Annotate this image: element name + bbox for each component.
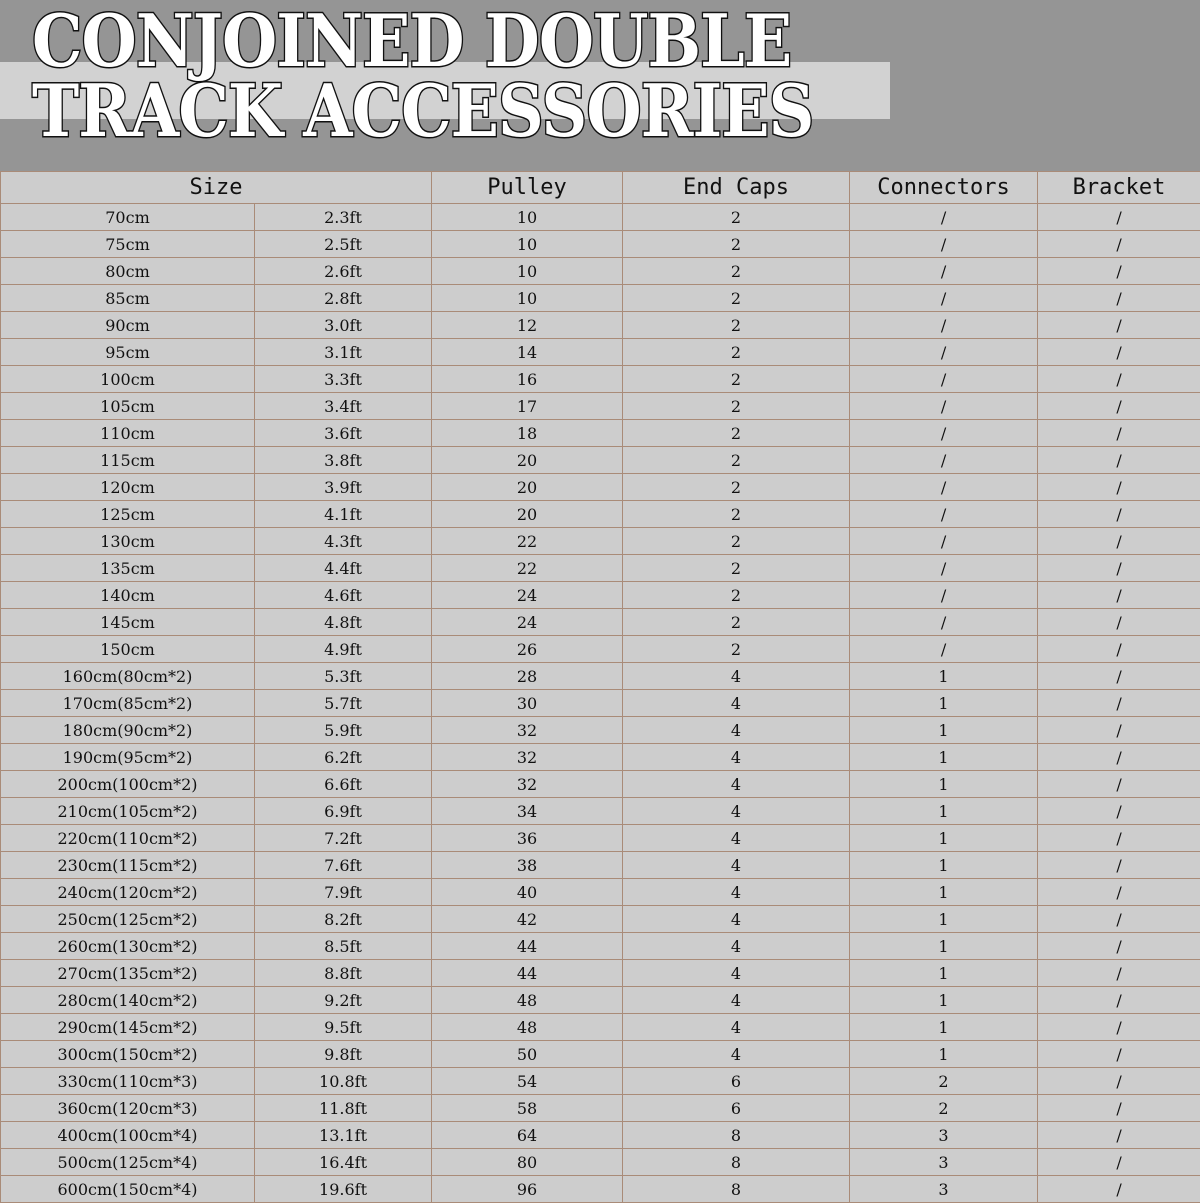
size-ft-cell: 3.9ft: [255, 474, 432, 501]
bracket-cell: /: [1038, 1041, 1200, 1068]
pulley-cell: 32: [432, 744, 623, 771]
size-ft-cell: 13.1ft: [255, 1122, 432, 1149]
size-ft-cell: 11.8ft: [255, 1095, 432, 1122]
end-caps-cell: 2: [623, 582, 850, 609]
end-caps-cell: 8: [623, 1149, 850, 1176]
connectors-cell: 1: [850, 1014, 1038, 1041]
bracket-cell: /: [1038, 555, 1200, 582]
table-row: [1, 690, 1200, 717]
bracket-cell: /: [1038, 204, 1200, 231]
size-cm-cell: 260cm(130cm*2): [1, 933, 255, 960]
size-cm-cell: 110cm: [1, 420, 255, 447]
table-row: [1, 960, 1200, 987]
table-row: [1, 852, 1200, 879]
size-ft-cell: 4.6ft: [255, 582, 432, 609]
size-cm-cell: 145cm: [1, 609, 255, 636]
bracket-cell: /: [1038, 717, 1200, 744]
bracket-cell: /: [1038, 366, 1200, 393]
size-ft-cell: 7.2ft: [255, 825, 432, 852]
size-ft-cell: 9.5ft: [255, 1014, 432, 1041]
size-ft-cell: 8.5ft: [255, 933, 432, 960]
bracket-cell: /: [1038, 636, 1200, 663]
bracket-cell: /: [1038, 393, 1200, 420]
connectors-cell: 2: [850, 1095, 1038, 1122]
size-cm-cell: 280cm(140cm*2): [1, 987, 255, 1014]
pulley-cell: 48: [432, 1014, 623, 1041]
connectors-cell: /: [850, 528, 1038, 555]
end-caps-cell: 4: [623, 1041, 850, 1068]
table-row: [1, 906, 1200, 933]
size-ft-cell: 3.1ft: [255, 339, 432, 366]
pulley-cell: 30: [432, 690, 623, 717]
size-cm-cell: 75cm: [1, 231, 255, 258]
pulley-cell: 20: [432, 447, 623, 474]
pulley-cell: 40: [432, 879, 623, 906]
size-cm-cell: 160cm(80cm*2): [1, 663, 255, 690]
size-ft-cell: 5.3ft: [255, 663, 432, 690]
connectors-cell: 1: [850, 987, 1038, 1014]
size-ft-cell: 8.8ft: [255, 960, 432, 987]
end-caps-cell: 2: [623, 474, 850, 501]
pulley-cell: 22: [432, 555, 623, 582]
end-caps-cell: 4: [623, 771, 850, 798]
connectors-cell: /: [850, 609, 1038, 636]
size-cm-cell: 240cm(120cm*2): [1, 879, 255, 906]
pulley-cell: 22: [432, 528, 623, 555]
bracket-cell: /: [1038, 1149, 1200, 1176]
end-caps-cell: 2: [623, 204, 850, 231]
table-row: [1, 636, 1200, 663]
connectors-cell: /: [850, 393, 1038, 420]
connectors-cell: 1: [850, 906, 1038, 933]
end-caps-cell: 2: [623, 231, 850, 258]
pulley-cell: 10: [432, 285, 623, 312]
connectors-cell: 1: [850, 1041, 1038, 1068]
connectors-cell: 1: [850, 717, 1038, 744]
size-ft-cell: 4.9ft: [255, 636, 432, 663]
size-cm-cell: 300cm(150cm*2): [1, 1041, 255, 1068]
size-ft-cell: 4.8ft: [255, 609, 432, 636]
header-bracket: Bracket: [1038, 172, 1200, 204]
pulley-cell: 38: [432, 852, 623, 879]
pulley-cell: 20: [432, 474, 623, 501]
end-caps-cell: 2: [623, 501, 850, 528]
end-caps-cell: 2: [623, 339, 850, 366]
size-cm-cell: 290cm(145cm*2): [1, 1014, 255, 1041]
size-cm-cell: 500cm(125cm*4): [1, 1149, 255, 1176]
size-ft-cell: 9.8ft: [255, 1041, 432, 1068]
bracket-cell: /: [1038, 285, 1200, 312]
pulley-cell: 64: [432, 1122, 623, 1149]
connectors-cell: /: [850, 339, 1038, 366]
pulley-cell: 10: [432, 258, 623, 285]
end-caps-cell: 4: [623, 960, 850, 987]
table-row: [1, 231, 1200, 258]
size-ft-cell: 16.4ft: [255, 1149, 432, 1176]
size-cm-cell: 95cm: [1, 339, 255, 366]
end-caps-cell: 4: [623, 933, 850, 960]
size-cm-cell: 190cm(95cm*2): [1, 744, 255, 771]
end-caps-cell: 4: [623, 663, 850, 690]
table-row: [1, 1068, 1200, 1095]
bracket-cell: /: [1038, 1014, 1200, 1041]
size-cm-cell: 70cm: [1, 204, 255, 231]
size-ft-cell: 5.9ft: [255, 717, 432, 744]
bracket-cell: /: [1038, 1122, 1200, 1149]
pulley-cell: 24: [432, 609, 623, 636]
bracket-cell: /: [1038, 906, 1200, 933]
table-row: [1, 987, 1200, 1014]
table-row: [1, 1176, 1200, 1203]
pulley-cell: 32: [432, 717, 623, 744]
size-ft-cell: 2.6ft: [255, 258, 432, 285]
size-ft-cell: 4.4ft: [255, 555, 432, 582]
bracket-cell: /: [1038, 960, 1200, 987]
size-ft-cell: 7.6ft: [255, 852, 432, 879]
connectors-cell: /: [850, 285, 1038, 312]
table-row: [1, 258, 1200, 285]
bracket-cell: /: [1038, 852, 1200, 879]
end-caps-cell: 2: [623, 528, 850, 555]
table-row: [1, 879, 1200, 906]
connectors-cell: /: [850, 258, 1038, 285]
size-cm-cell: 105cm: [1, 393, 255, 420]
bracket-cell: /: [1038, 339, 1200, 366]
table-row: [1, 447, 1200, 474]
bracket-cell: /: [1038, 474, 1200, 501]
pulley-cell: 32: [432, 771, 623, 798]
pulley-cell: 17: [432, 393, 623, 420]
pulley-cell: 10: [432, 204, 623, 231]
size-cm-cell: 80cm: [1, 258, 255, 285]
table-row: [1, 582, 1200, 609]
end-caps-cell: 4: [623, 744, 850, 771]
size-ft-cell: 9.2ft: [255, 987, 432, 1014]
end-caps-cell: 2: [623, 555, 850, 582]
connectors-cell: 1: [850, 744, 1038, 771]
size-cm-cell: 330cm(110cm*3): [1, 1068, 255, 1095]
pulley-cell: 48: [432, 987, 623, 1014]
end-caps-cell: 4: [623, 906, 850, 933]
size-ft-cell: 2.5ft: [255, 231, 432, 258]
bracket-cell: /: [1038, 312, 1200, 339]
accessories-table: [0, 171, 1200, 1203]
bracket-cell: /: [1038, 879, 1200, 906]
title-line-2: TRACK ACCESSORIES: [32, 76, 814, 146]
end-caps-cell: 2: [623, 366, 850, 393]
end-caps-cell: 2: [623, 258, 850, 285]
end-caps-cell: 8: [623, 1176, 850, 1203]
bracket-cell: /: [1038, 825, 1200, 852]
size-cm-cell: 90cm: [1, 312, 255, 339]
bracket-cell: /: [1038, 1095, 1200, 1122]
table-row: [1, 771, 1200, 798]
table-row: [1, 1095, 1200, 1122]
size-ft-cell: 2.3ft: [255, 204, 432, 231]
table-row: [1, 933, 1200, 960]
pulley-cell: 34: [432, 798, 623, 825]
end-caps-cell: 6: [623, 1068, 850, 1095]
table-row: [1, 609, 1200, 636]
table-row: [1, 1122, 1200, 1149]
connectors-cell: /: [850, 474, 1038, 501]
bracket-cell: /: [1038, 744, 1200, 771]
size-cm-cell: 140cm: [1, 582, 255, 609]
bracket-cell: /: [1038, 1176, 1200, 1203]
table-row: [1, 501, 1200, 528]
size-ft-cell: 3.6ft: [255, 420, 432, 447]
pulley-cell: 44: [432, 933, 623, 960]
bracket-cell: /: [1038, 258, 1200, 285]
pulley-cell: 26: [432, 636, 623, 663]
page-title: [32, 6, 814, 146]
size-cm-cell: 360cm(120cm*3): [1, 1095, 255, 1122]
table-row: [1, 366, 1200, 393]
size-cm-cell: 220cm(110cm*2): [1, 825, 255, 852]
pulley-cell: 54: [432, 1068, 623, 1095]
connectors-cell: 2: [850, 1068, 1038, 1095]
table-row: [1, 798, 1200, 825]
end-caps-cell: 4: [623, 852, 850, 879]
table-row: [1, 285, 1200, 312]
table-row: [1, 555, 1200, 582]
end-caps-cell: 2: [623, 636, 850, 663]
size-ft-cell: 19.6ft: [255, 1176, 432, 1203]
table-row: [1, 420, 1200, 447]
table-row: [1, 393, 1200, 420]
end-caps-cell: 4: [623, 987, 850, 1014]
size-cm-cell: 125cm: [1, 501, 255, 528]
pulley-cell: 18: [432, 420, 623, 447]
bracket-cell: /: [1038, 933, 1200, 960]
size-ft-cell: 3.4ft: [255, 393, 432, 420]
table-row: [1, 1014, 1200, 1041]
size-cm-cell: 100cm: [1, 366, 255, 393]
connectors-cell: /: [850, 501, 1038, 528]
bracket-cell: /: [1038, 771, 1200, 798]
connectors-cell: /: [850, 366, 1038, 393]
pulley-cell: 14: [432, 339, 623, 366]
size-cm-cell: 150cm: [1, 636, 255, 663]
size-ft-cell: 3.3ft: [255, 366, 432, 393]
end-caps-cell: 4: [623, 717, 850, 744]
size-cm-cell: 400cm(100cm*4): [1, 1122, 255, 1149]
table-row: [1, 717, 1200, 744]
size-ft-cell: 8.2ft: [255, 906, 432, 933]
bracket-cell: /: [1038, 231, 1200, 258]
size-cm-cell: 250cm(125cm*2): [1, 906, 255, 933]
size-ft-cell: 6.2ft: [255, 744, 432, 771]
bracket-cell: /: [1038, 528, 1200, 555]
end-caps-cell: 2: [623, 447, 850, 474]
bracket-cell: /: [1038, 501, 1200, 528]
table-row: [1, 528, 1200, 555]
bracket-cell: /: [1038, 447, 1200, 474]
size-cm-cell: 130cm: [1, 528, 255, 555]
connectors-cell: 1: [850, 825, 1038, 852]
bracket-cell: /: [1038, 663, 1200, 690]
bracket-cell: /: [1038, 582, 1200, 609]
pulley-cell: 44: [432, 960, 623, 987]
size-ft-cell: 7.9ft: [255, 879, 432, 906]
end-caps-cell: 2: [623, 285, 850, 312]
connectors-cell: /: [850, 447, 1038, 474]
end-caps-cell: 4: [623, 1014, 850, 1041]
connectors-cell: 1: [850, 933, 1038, 960]
connectors-cell: 1: [850, 798, 1038, 825]
title-line-1: CONJOINED DOUBLE: [32, 6, 814, 76]
bracket-cell: /: [1038, 1068, 1200, 1095]
connectors-cell: /: [850, 420, 1038, 447]
bracket-cell: /: [1038, 420, 1200, 447]
connectors-cell: /: [850, 582, 1038, 609]
size-cm-cell: 210cm(105cm*2): [1, 798, 255, 825]
size-ft-cell: 10.8ft: [255, 1068, 432, 1095]
table-row: [1, 474, 1200, 501]
size-cm-cell: 180cm(90cm*2): [1, 717, 255, 744]
table-row: [1, 312, 1200, 339]
connectors-cell: /: [850, 555, 1038, 582]
header-end-caps: End Caps: [623, 172, 850, 204]
end-caps-cell: 4: [623, 879, 850, 906]
connectors-cell: 1: [850, 690, 1038, 717]
size-cm-cell: 270cm(135cm*2): [1, 960, 255, 987]
pulley-cell: 58: [432, 1095, 623, 1122]
size-cm-cell: 230cm(115cm*2): [1, 852, 255, 879]
end-caps-cell: 2: [623, 609, 850, 636]
pulley-cell: 24: [432, 582, 623, 609]
pulley-cell: 20: [432, 501, 623, 528]
connectors-cell: 1: [850, 852, 1038, 879]
size-cm-cell: 115cm: [1, 447, 255, 474]
table-row: [1, 204, 1200, 231]
connectors-cell: 3: [850, 1149, 1038, 1176]
pulley-cell: 28: [432, 663, 623, 690]
connectors-cell: /: [850, 636, 1038, 663]
size-ft-cell: 4.1ft: [255, 501, 432, 528]
size-cm-cell: 135cm: [1, 555, 255, 582]
bracket-cell: /: [1038, 987, 1200, 1014]
size-cm-cell: 120cm: [1, 474, 255, 501]
pulley-cell: 50: [432, 1041, 623, 1068]
table-row: [1, 339, 1200, 366]
pulley-cell: 42: [432, 906, 623, 933]
pulley-cell: 80: [432, 1149, 623, 1176]
connectors-cell: 1: [850, 663, 1038, 690]
title-banner: [0, 0, 1200, 171]
table-row: [1, 1041, 1200, 1068]
connectors-cell: 1: [850, 960, 1038, 987]
size-ft-cell: 3.0ft: [255, 312, 432, 339]
size-ft-cell: 2.8ft: [255, 285, 432, 312]
pulley-cell: 10: [432, 231, 623, 258]
table-row: [1, 1149, 1200, 1176]
end-caps-cell: 4: [623, 690, 850, 717]
size-cm-cell: 85cm: [1, 285, 255, 312]
size-ft-cell: 6.9ft: [255, 798, 432, 825]
end-caps-cell: 4: [623, 825, 850, 852]
table-row: [1, 825, 1200, 852]
end-caps-cell: 4: [623, 798, 850, 825]
bracket-cell: /: [1038, 690, 1200, 717]
end-caps-cell: 2: [623, 420, 850, 447]
table-row: [1, 663, 1200, 690]
pulley-cell: 16: [432, 366, 623, 393]
size-ft-cell: 5.7ft: [255, 690, 432, 717]
bracket-cell: /: [1038, 798, 1200, 825]
end-caps-cell: 8: [623, 1122, 850, 1149]
size-cm-cell: 170cm(85cm*2): [1, 690, 255, 717]
size-ft-cell: 6.6ft: [255, 771, 432, 798]
size-ft-cell: 3.8ft: [255, 447, 432, 474]
connectors-cell: /: [850, 312, 1038, 339]
header-connectors: Connectors: [850, 172, 1038, 204]
pulley-cell: 12: [432, 312, 623, 339]
connectors-cell: /: [850, 231, 1038, 258]
bracket-cell: /: [1038, 609, 1200, 636]
connectors-cell: 1: [850, 771, 1038, 798]
connectors-cell: 3: [850, 1176, 1038, 1203]
size-ft-cell: 4.3ft: [255, 528, 432, 555]
table-row: [1, 744, 1200, 771]
end-caps-cell: 6: [623, 1095, 850, 1122]
end-caps-cell: 2: [623, 312, 850, 339]
connectors-cell: 1: [850, 879, 1038, 906]
table-header-row: [1, 172, 1200, 204]
connectors-cell: /: [850, 204, 1038, 231]
header-pulley: Pulley: [432, 172, 623, 204]
size-cm-cell: 200cm(100cm*2): [1, 771, 255, 798]
size-cm-cell: 600cm(150cm*4): [1, 1176, 255, 1203]
pulley-cell: 96: [432, 1176, 623, 1203]
end-caps-cell: 2: [623, 393, 850, 420]
connectors-cell: 3: [850, 1122, 1038, 1149]
table-body: [1, 204, 1200, 1203]
header-size: Size: [1, 172, 432, 204]
pulley-cell: 36: [432, 825, 623, 852]
